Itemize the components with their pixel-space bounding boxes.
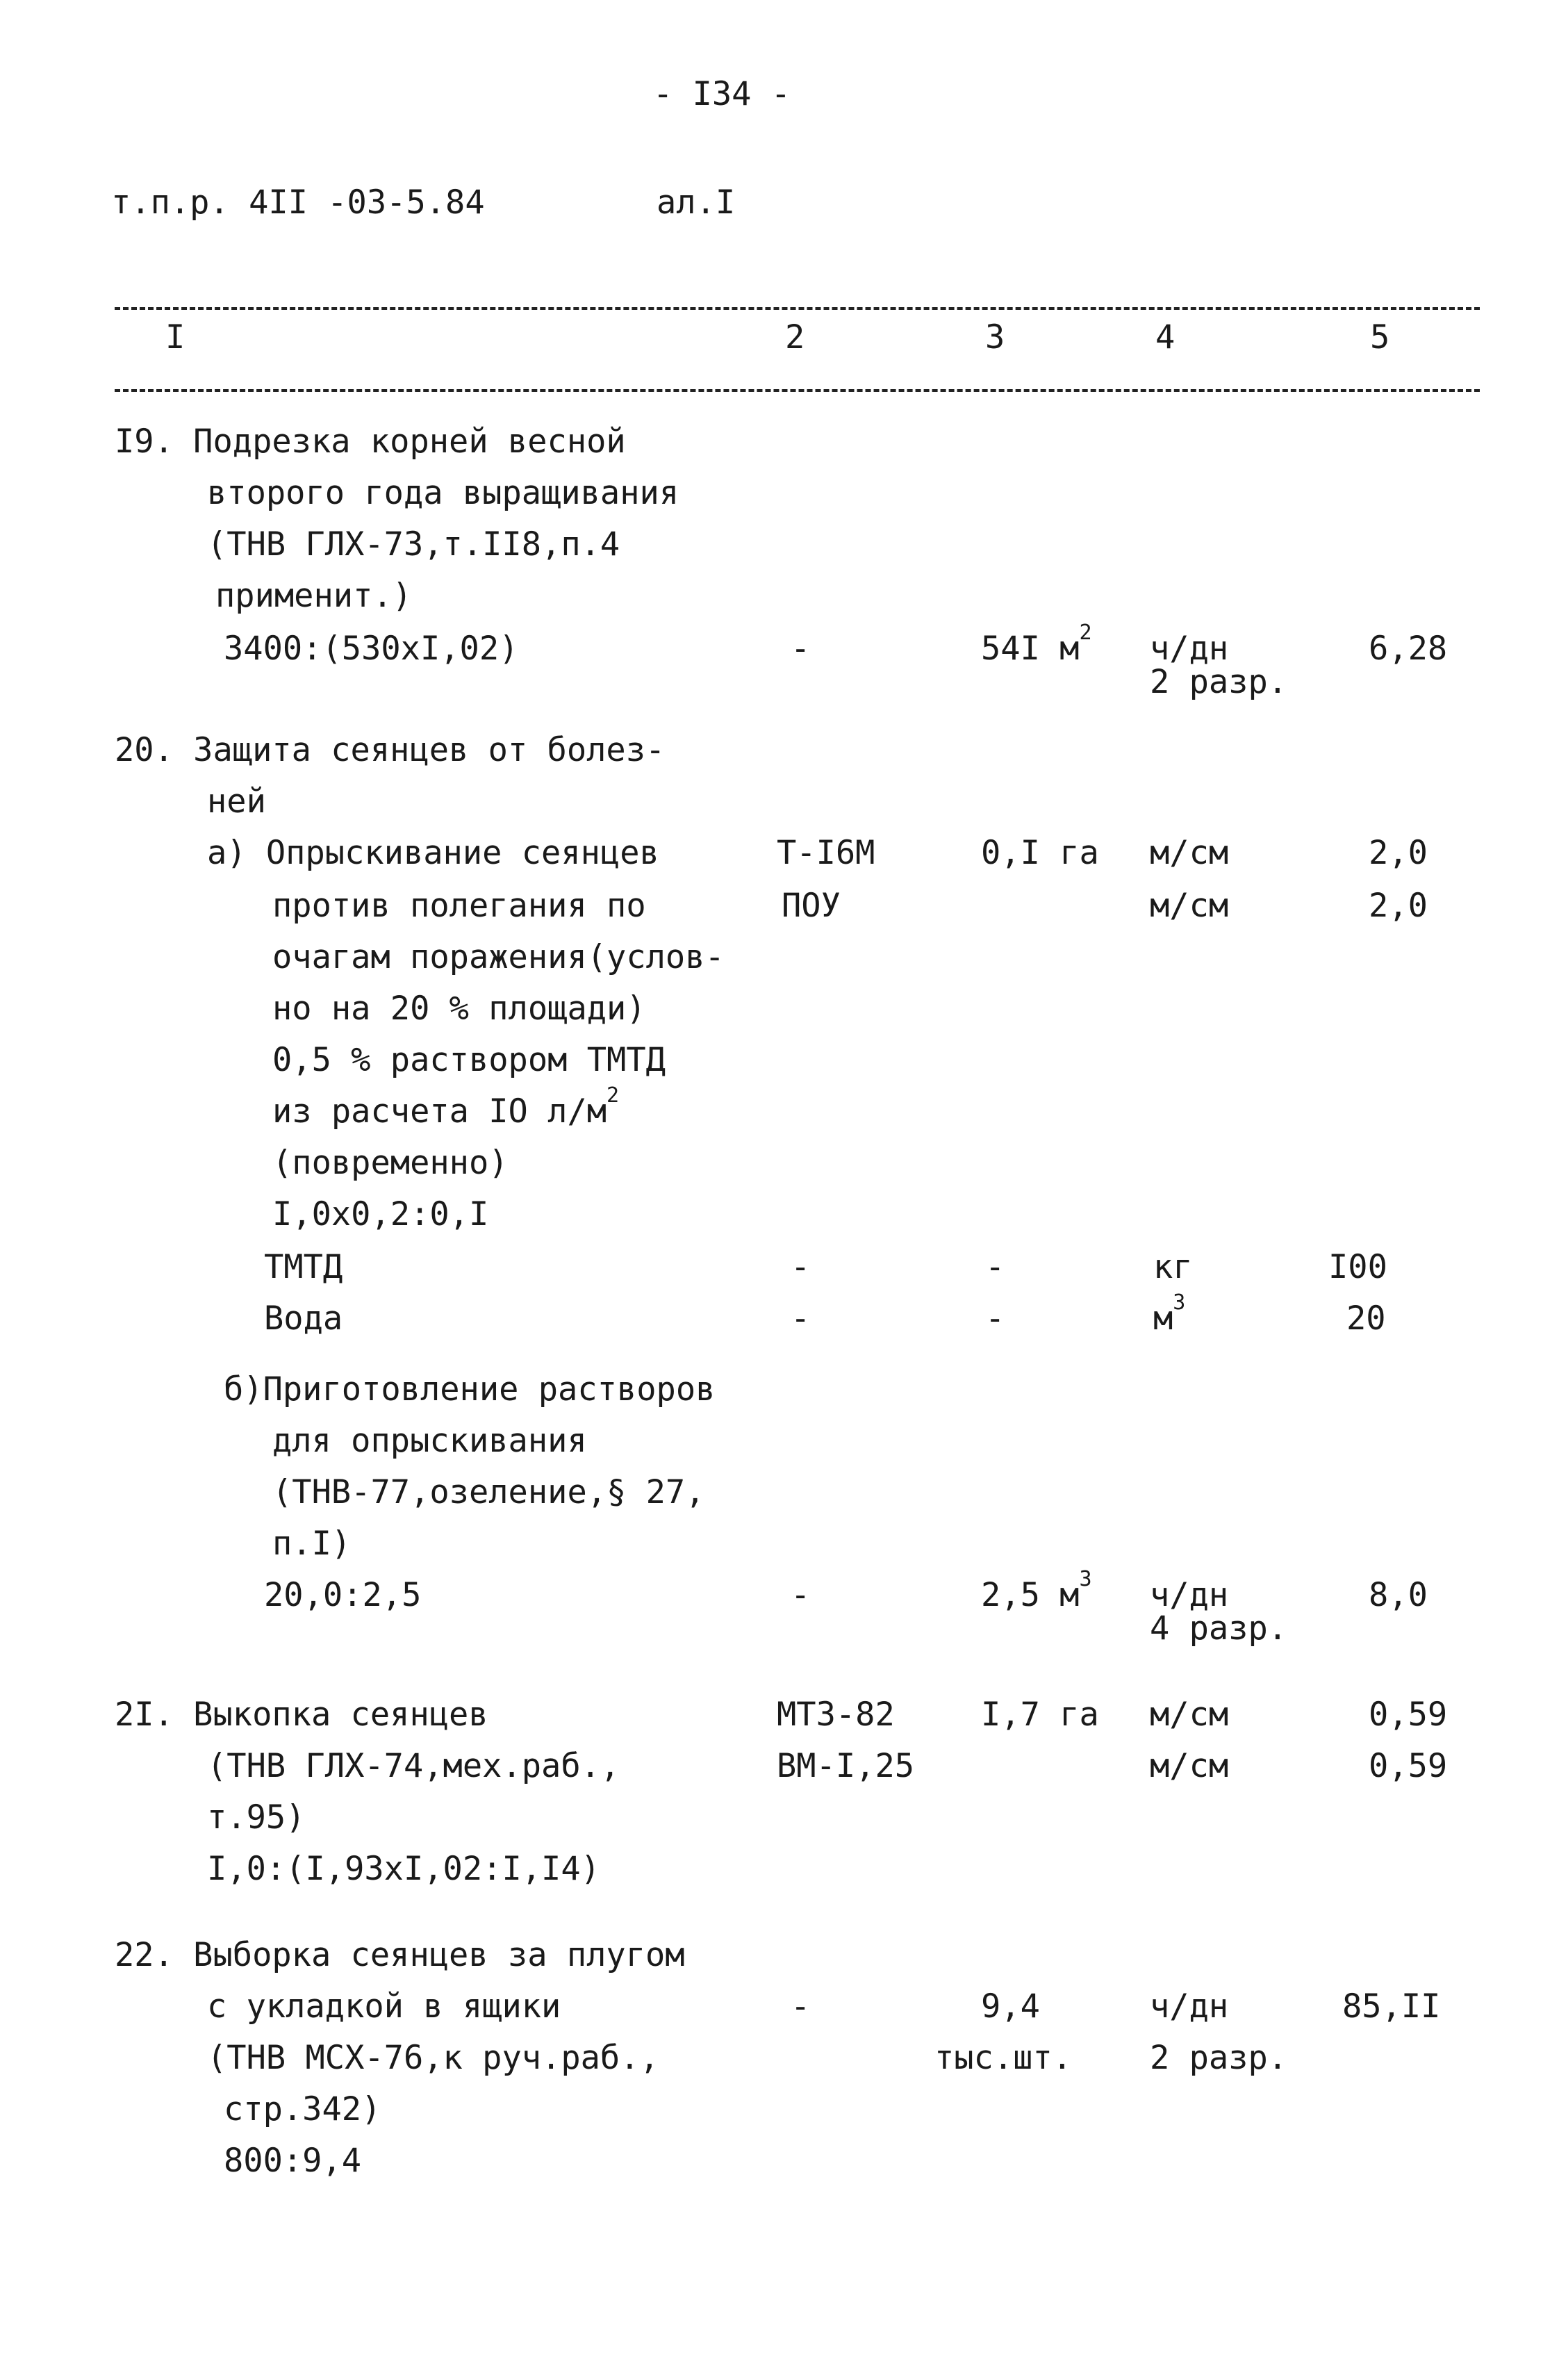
row-20a-col3: 0,I га: [981, 834, 1099, 872]
row-20a-line-8: I,0х0,2:0,I: [272, 1195, 489, 1233]
row-20a-col2-sprayer: ПОУ: [782, 887, 841, 925]
row-20a-line-3: очагам поражения(услов-: [272, 938, 725, 976]
row-20-water-col2: -: [791, 1299, 811, 1338]
row-20b-col4: ч/дн: [1150, 1576, 1229, 1614]
row-20-tmtd-col4: кг: [1153, 1248, 1193, 1286]
row-21-col3: I,7 га: [981, 1696, 1099, 1734]
row-21-line-3: т.95): [207, 1798, 306, 1837]
row-20-line-2: ней: [207, 782, 266, 821]
row-20-tmtd-col3: -: [985, 1248, 1005, 1286]
row-20a-col5-a: 2,0: [1369, 834, 1428, 872]
row-22-col3: 9,4: [981, 1987, 1040, 2026]
row-20-water-col4: $м^3$: [1153, 1290, 1186, 1338]
sheet-label: ал.I: [657, 183, 736, 222]
row-20a-line-2: против полегания по: [272, 887, 646, 925]
row-22-col2: -: [791, 1987, 811, 2026]
row-20b-col3: 2,5 $м^3$: [981, 1567, 1092, 1614]
row-22-col4: ч/дн: [1150, 1987, 1229, 2026]
row-20-tmtd-col2: -: [791, 1248, 811, 1286]
row-21-col5-a: 0,59: [1369, 1696, 1448, 1734]
row-19-col4: ч/дн: [1150, 630, 1229, 668]
row-19-line-2: второго года выращивания: [207, 474, 679, 512]
column-header-5: 5: [1370, 318, 1390, 356]
row-20-water-label: Вода: [264, 1299, 343, 1338]
row-20b-line-1: б)Приготовление растворов: [224, 1370, 716, 1409]
row-20b-line-2: для опрыскивания: [272, 1422, 587, 1460]
row-20b-line-4: п.I): [272, 1525, 352, 1563]
row-22-col5: 85,II: [1342, 1987, 1441, 2026]
row-21-col4-a: м/см: [1150, 1696, 1229, 1734]
row-21-line-4: I,0:(I,93хI,02:I,I4): [207, 1850, 600, 1888]
row-20b-line-5: 20,0:2,5: [264, 1576, 422, 1614]
row-19-line-5: 3400:(530хI,02): [224, 630, 519, 668]
row-22-line-2: с укладкой в ящики: [207, 1987, 561, 2026]
row-20-water-col3: -: [985, 1299, 1005, 1338]
row-19-col4-grade: 2 разр.: [1150, 663, 1288, 701]
row-20a-line-5: 0,5 % раствором ТМТД: [272, 1041, 666, 1079]
row-19-line-3: (ТНВ ГЛХ-73,т.II8,п.4: [207, 525, 620, 564]
row-20b-col2: -: [791, 1576, 811, 1614]
page-number: - I34 -: [653, 75, 791, 113]
row-20a-line-1: а) Опрыскивание сеянцев: [207, 834, 659, 872]
row-20-line-1: 20. Защита сеянцев от болез-: [115, 731, 666, 769]
row-21-line-2: (ТНВ ГЛХ-74,мех.раб.,: [207, 1747, 620, 1785]
row-20-tmtd-col5: I00: [1328, 1248, 1387, 1286]
row-20a-col2-machine: Т-I6М: [777, 834, 875, 872]
row-20a-line-7: (повременно): [272, 1144, 509, 1182]
row-20a-col5-b: 2,0: [1369, 887, 1428, 925]
row-22-line-5: 800:9,4: [224, 2142, 362, 2180]
row-21-col5-b: 0,59: [1369, 1747, 1448, 1785]
row-20a-line-4: но на 20 % площади): [272, 990, 646, 1028]
row-22-col3-unit: тыс.шт.: [934, 2039, 1073, 2077]
row-21-col2-tractor: МТЗ-82: [777, 1696, 895, 1734]
row-22-line-3: (ТНВ МСХ-76,к руч.раб.,: [207, 2039, 659, 2077]
row-22-col4-grade: 2 разр.: [1150, 2039, 1288, 2077]
row-20a-col4-a: м/см: [1150, 834, 1229, 872]
row-19-col2: -: [791, 630, 811, 668]
row-22-line-1: 22. Выборка сеянцев за плугом: [115, 1936, 685, 1974]
row-21-col2-digger: ВМ-I,25: [777, 1747, 915, 1785]
row-19-line-4: применит.): [215, 577, 412, 615]
row-20a-col4-b: м/см: [1150, 887, 1229, 925]
row-19-col5: 6,28: [1369, 630, 1448, 668]
row-20b-col4-grade: 4 разр.: [1150, 1609, 1288, 1648]
row-20a-line-6: из расчета IO $л/м^2$: [272, 1083, 620, 1131]
row-21-col4-b: м/см: [1150, 1747, 1229, 1785]
column-header-4: 4: [1155, 318, 1176, 356]
document-reference: т.п.р. 4II -03-5.84: [111, 183, 485, 222]
table-header-rule: [115, 389, 1480, 392]
column-header-3: 3: [985, 318, 1005, 356]
row-19-line-1: I9. Подрезка корней весной: [115, 422, 626, 461]
row-19-col3: 54I $м^2$: [981, 621, 1092, 668]
row-20-tmtd-label: ТМТД: [264, 1248, 343, 1286]
column-header-1: I: [165, 318, 185, 356]
table-top-rule: [115, 307, 1480, 310]
column-header-2: 2: [785, 318, 805, 356]
row-20b-col5: 8,0: [1369, 1576, 1428, 1614]
row-21-line-1: 2I. Выкопка сеянцев: [115, 1696, 488, 1734]
row-20-water-col5: 20: [1346, 1299, 1386, 1338]
row-22-line-4: стр.342): [224, 2090, 381, 2128]
row-20b-line-3: (ТНВ-77,озеление,§ 27,: [272, 1473, 705, 1511]
